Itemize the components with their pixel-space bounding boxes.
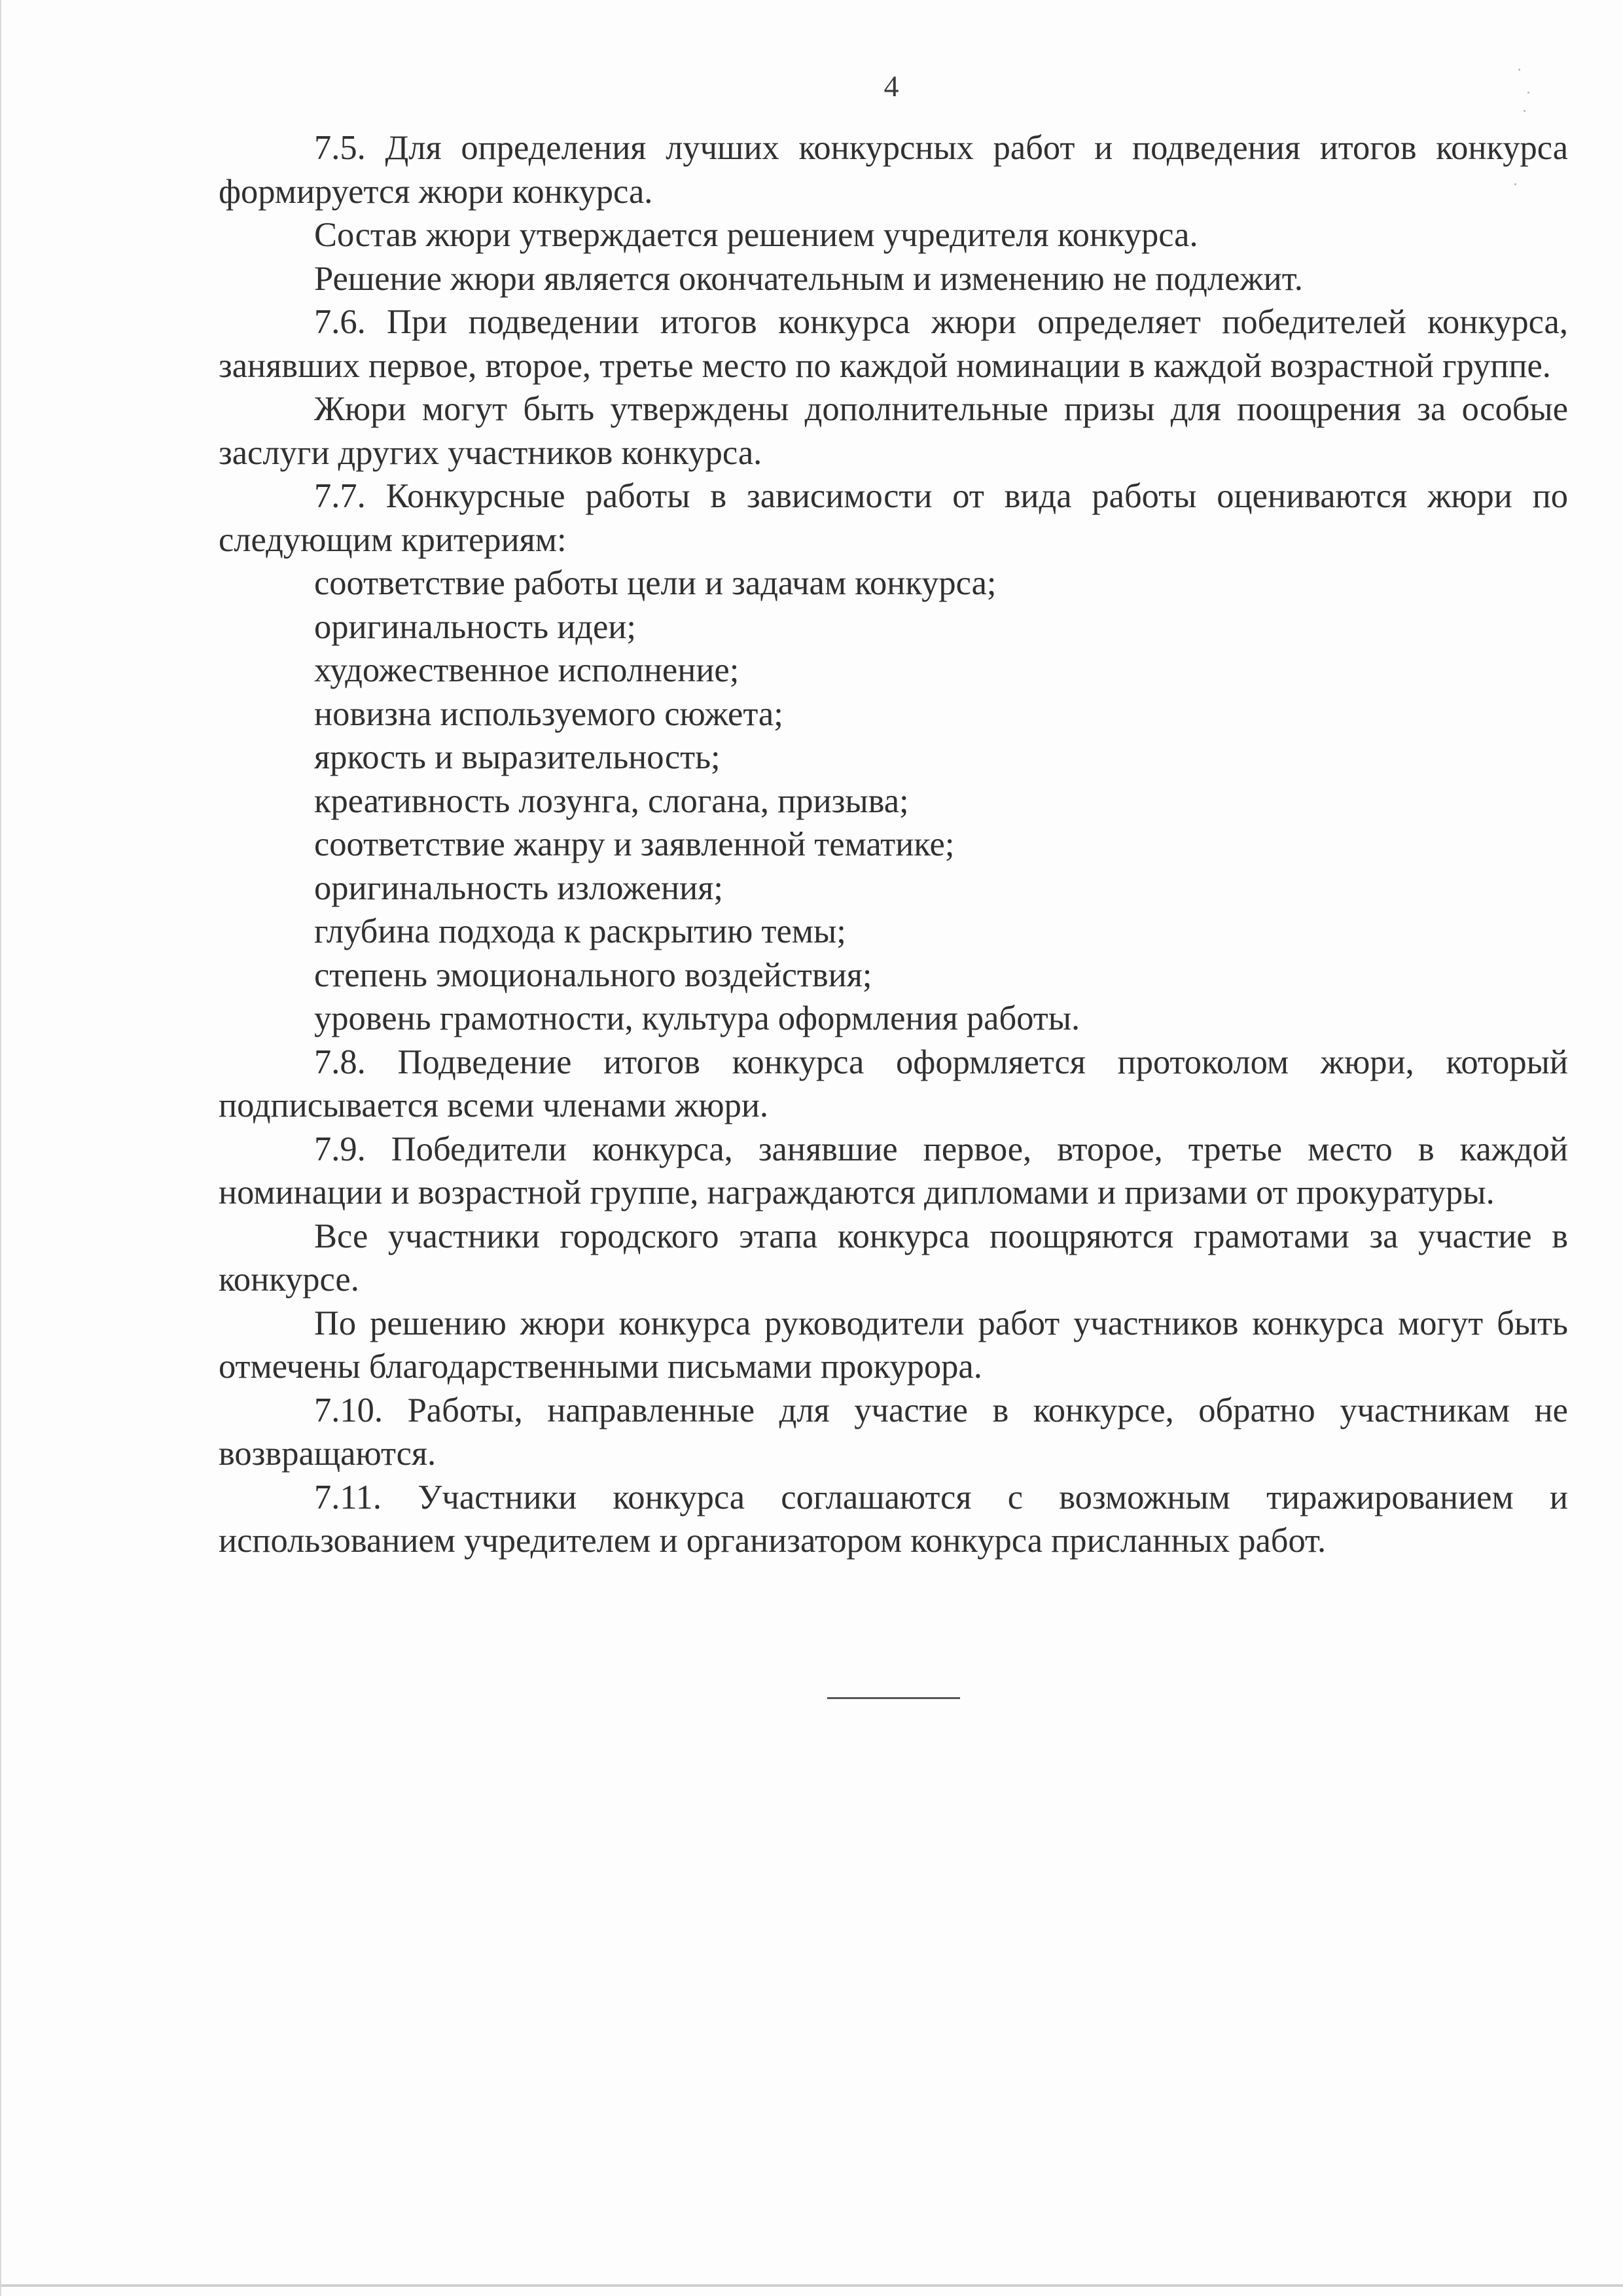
paragraph-7-11: 7.11. Участники конкурса соглашаются с возможным тиражированием и использованием учредителем и организатором конкурса присланных работ. <box>219 1478 1568 1560</box>
criteria-item: степень эмоционального воздействия; <box>314 956 872 994</box>
criteria-list <box>219 562 1568 1041</box>
criteria-item: яркость и выразительность; <box>314 738 721 776</box>
criteria-item: креативность лозунга, слогана, призыва; <box>314 781 909 820</box>
page-bottom-edge <box>1 2284 1623 2287</box>
scan-speck <box>1524 110 1525 112</box>
paragraph-supervisors: По решению жюри конкурса руководители работ участников конкурса могут быть отмечены благодарственными письмами прокурора. <box>219 1304 1568 1386</box>
paragraph-7-8: 7.8. Подведение итогов конкурса оформляется протоколом жюри, который подписывается всеми членами жюри. <box>219 1043 1568 1124</box>
paragraph-7-5: 7.5. Для определения лучших конкурсных работ и подведения итогов конкурса формируется жюри конкурса. <box>219 129 1568 211</box>
paragraph-jury-decision: Решение жюри является окончательным и изменению не подлежит. <box>314 259 1303 298</box>
paragraph-7-6: 7.6. При подведении итогов конкурса жюри определяет победителей конкурса, занявших первое, второе, третье место по каждой номинации в каждой возрастной группе. <box>219 303 1568 385</box>
criteria-item: художественное исполнение; <box>314 651 740 689</box>
document-body <box>219 126 1568 1563</box>
scan-speck <box>1518 69 1520 71</box>
criteria-item: соответствие жанру и заявленной тематике; <box>314 825 955 863</box>
page-number: 4 <box>883 69 899 103</box>
end-of-text-rule <box>827 1697 960 1699</box>
paragraph-all-participants: Все участники городского этапа конкурса поощряются грамотами за участие в конкурсе. <box>219 1217 1568 1299</box>
criteria-item: оригинальность идеи; <box>314 607 636 646</box>
criteria-item: уровень грамотности, культура оформления работы. <box>314 999 1080 1037</box>
criteria-item: соответствие работы цели и задачам конкурса; <box>314 564 997 602</box>
scan-speck <box>1527 92 1529 94</box>
paragraph-7-10: 7.10. Работы, направленные для участие в конкурсе, обратно участникам не возвращаются. <box>219 1391 1568 1473</box>
criteria-item: оригинальность изложения; <box>314 869 723 907</box>
criteria-item: новизна используемого сюжета; <box>314 694 783 733</box>
criteria-item: глубина подхода к раскрытию темы; <box>314 912 846 950</box>
paragraph-7-9: 7.9. Победители конкурса, занявшие первое, второе, третье место в каждой номинации и возрастной группе, награждаются дипломами и призами от прокуратуры. <box>219 1130 1568 1211</box>
paragraph-jury-composition: Состав жюри утверждается решением учредителя конкурса. <box>314 216 1198 254</box>
paragraph-additional-prizes: Жюри могут быть утверждены дополнительные призы для поощрения за особые заслуги других участников конкурса. <box>219 390 1568 472</box>
paragraph-7-7: 7.7. Конкурсные работы в зависимости от вида работы оцениваются жюри по следующим критериям: <box>219 477 1568 559</box>
